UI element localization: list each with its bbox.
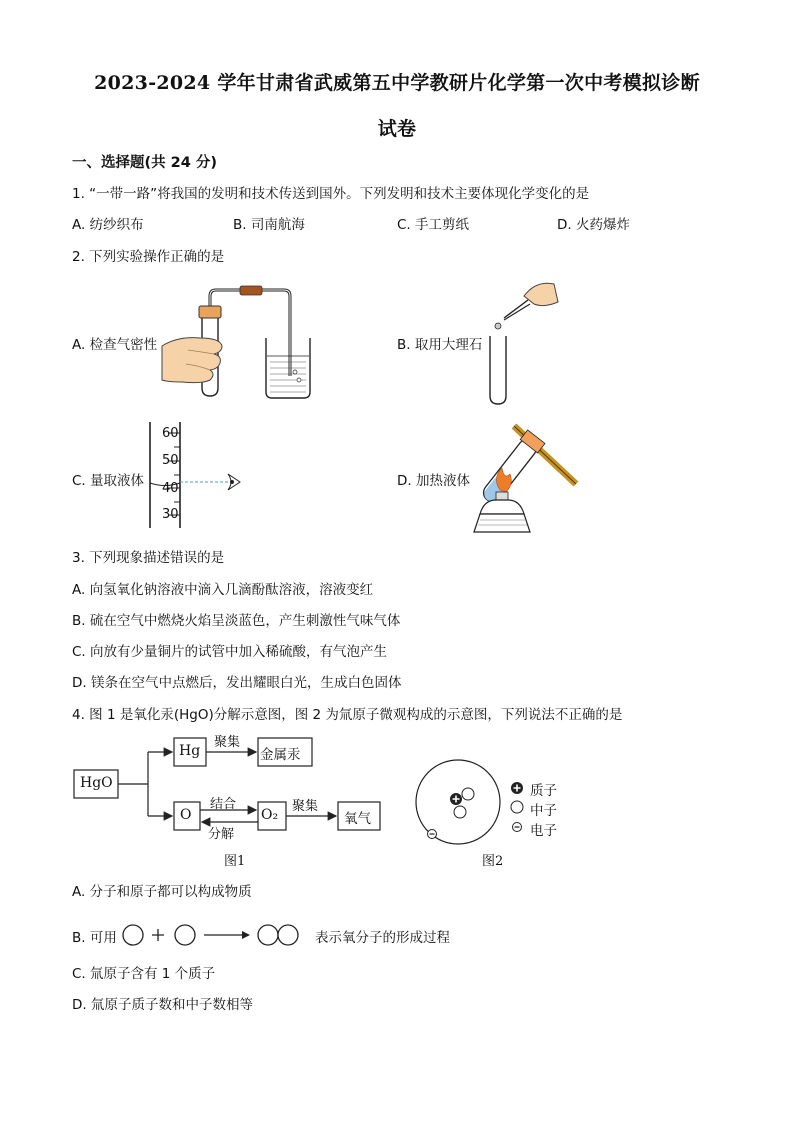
q1-option-d: D. 火药爆炸 [557,217,630,233]
q4-option-b-prefix: B. 可用 [72,930,117,946]
q3-option-c: C. 向放有少量铜片的试管中加入稀硫酸，有气泡产生 [72,644,388,660]
heating-liquid-illustration [470,412,582,538]
q1-option-c: C. 手工剪纸 [397,217,470,233]
q1-option-b: B. 司南航海 [233,217,305,233]
tick-label-60: 60 [162,426,179,441]
q1-option-a: A. 纺纱织布 [72,217,144,233]
proton-legend-label: 质子 [530,783,557,799]
o2-label: O₂ [261,807,279,823]
page-title: 2023-2024 学年甘肃省武威第五中学教研片化学第一次中考模拟诊断 [94,72,700,94]
oxygen-molecule-formation-equation [122,922,304,948]
tick-label-50: 50 [162,453,179,468]
q2-option-b: B. 取用大理石 [397,337,483,353]
tick-label-40: 40 [162,481,179,496]
o-atom-label: O [180,807,192,823]
combine-label: 结合 [210,797,237,812]
q4-stem: 4. 图 1 是氧化汞(HgO)分解示意图，图 2 为氚原子微观构成的示意图，下列说法不正确的是 [72,707,623,723]
gather-label-bottom: 聚集 [292,799,319,814]
q2-option-d: D. 加热液体 [397,473,470,489]
q3-stem: 3. 下列现象描述错误的是 [72,550,225,566]
q4-option-a: A. 分子和原子都可以构成物质 [72,884,252,900]
q3-option-b: B. 硫在空气中燃烧火焰呈淡蓝色，产生刺激性气味气体 [72,613,401,629]
q2-stem: 2. 下列实验操作正确的是 [72,249,225,265]
hgo-label: HgO [80,775,113,791]
neutron-legend-label: 中子 [530,803,557,819]
tick-label-30: 30 [162,507,179,522]
metal-mercury-label: 金属汞 [260,747,301,763]
hg-label: Hg [179,743,201,759]
q2-option-c: C. 量取液体 [72,473,145,489]
q1-stem: 1. “一带一路”将我国的发明和技术传送到国外。下列发明和技术主要体现化学变化的是 [72,186,590,202]
marble-tweezers-illustration [484,278,560,406]
q4-option-d: D. 氚原子质子数和中子数相等 [72,997,253,1013]
figure1-caption: 图1 [224,854,246,869]
airtightness-check-illustration [158,284,318,400]
q2-option-a: A. 检查气密性 [72,337,158,353]
q3-option-a: A. 向氢氧化钠溶液中滴入几滴酚酞溶液，溶液变红 [72,582,374,598]
oxygen-gas-label: 氧气 [344,811,371,827]
q4-option-b-suffix: 表示氧分子的形成过程 [315,930,450,946]
gather-label-top: 聚集 [214,735,241,750]
electron-legend-label: 电子 [530,823,557,839]
q4-option-c: C. 氚原子含有 1 个质子 [72,966,216,982]
q3-option-d: D. 镁条在空气中点燃后，发出耀眼白光，生成白色固体 [72,675,402,691]
figure2-caption: 图2 [482,854,504,869]
decompose-label: 分解 [208,827,235,842]
section-heading: 一、选择题(共 24 分) [72,155,218,171]
page-title-line2: 试卷 [377,118,417,140]
